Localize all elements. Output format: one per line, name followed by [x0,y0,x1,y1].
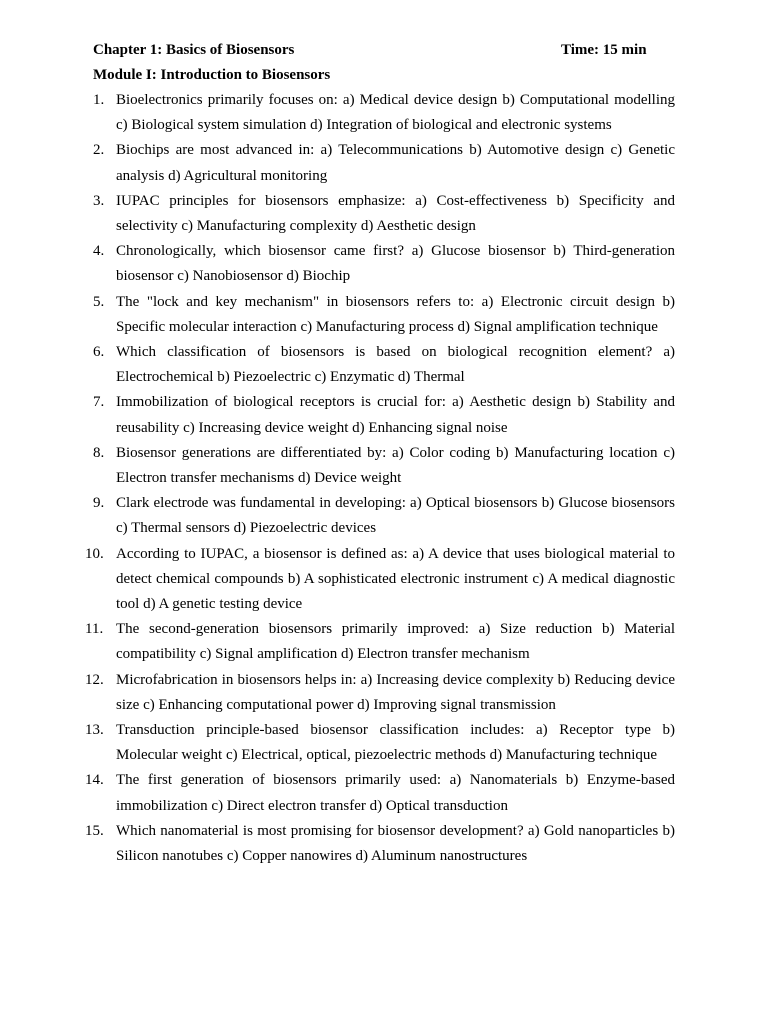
question-item [85,668,675,718]
question-text: IUPAC principles for biosensors emphasize: a) Cost-effectiveness b) Specificity and selectivity c) Manufacturing complexity d) Aesthetic design [116,192,675,235]
question-number: 7. [93,394,105,411]
question-item [93,290,675,340]
question-number: 1. [93,92,105,108]
question-item [85,768,675,818]
question-number: 5. [93,293,105,310]
question-number: 8. [93,444,105,461]
question-text: Biosensor generations are differentiated by: a) Color coding b) Manufacturing location c) Electron transfer mechanisms d) Device weight [116,444,675,487]
question-item [93,390,675,440]
time-label: Time: 15 min [561,42,647,58]
question-number: 3. [93,192,105,209]
question-text: Microfabrication in biosensors helps in: a) Increasing device complexity b) Reducing device size c) Enhancing computational power d) Improving signal transmission [116,671,675,713]
question-item [85,718,675,768]
question-item [85,617,675,667]
question-number: 9. [93,495,105,512]
question-item [93,441,675,491]
question-text: The second-generation biosensors primarily improved: a) Size reduction b) Material compatibility c) Signal amplification d) Electron transfer mechanism [116,621,675,663]
question-number: 13. [85,722,104,739]
question-text: The "lock and key mechanism" in biosensors refers to: a) Electronic circuit design b) Specific molecular interaction c) Manufacturing process d) Signal amplification technique [116,293,675,335]
question-text: Biochips are most advanced in: a) Telecommunications b) Automotive design c) Genetic analysis d) Agricultural monitoring [116,142,675,184]
question-text: Chronologically, which biosensor came first? a) Glucose biosensor b) Third-generation biosensor c) Nanobiosensor d) Biochip [116,243,675,285]
header-row [93,38,675,63]
module-title: Module I: Introduction to Biosensors [93,67,331,83]
question-number: 15. [85,822,104,839]
chapter-title: Chapter 1: Basics of Biosensors [93,42,295,58]
question-number: 10. [85,545,104,562]
question-text: According to IUPAC, a biosensor is defined as: a) A device that uses biological material to detect chemical compounds b) A sophisticated electronic instrument c) A medical diagnostic tool d) A genetic testing device [116,545,675,613]
question-item [93,491,675,541]
question-text: The first generation of biosensors primarily used: a) Nanomaterials b) Enzyme-based immobilization c) Direct electron transfer d) Optical transduction [116,772,675,814]
question-text: Clark electrode was fundamental in developing: a) Optical biosensors b) Glucose biosensors c) Thermal sensors d) Piezoelectric devices [116,495,675,537]
question-list [85,88,675,869]
question-item [85,542,675,618]
question-item [93,138,675,188]
question-item [93,189,675,239]
question-number: 2. [93,142,105,159]
question-text: Which classification of biosensors is based on biological recognition element? a) Electrochemical b) Piezoelectric c) Enzymatic d) Thermal [116,344,675,386]
question-text: Bioelectronics primarily focuses on: a) Medical device design b) Computational modelling c) Biological system simulation d) Integration of biological and electronic systems [116,92,675,134]
question-item [93,88,675,138]
question-number: 12. [85,671,104,688]
question-number: 6. [93,344,105,361]
question-number: 4. [93,243,105,260]
question-item [93,239,675,289]
question-text: Immobilization of biological receptors is crucial for: a) Aesthetic design b) Stability and reusability c) Increasing device weight d) Enhancing signal noise [116,394,675,436]
question-number: 14. [85,772,104,789]
document-page [85,38,675,869]
question-text: Which nanomaterial is most promising for biosensor development? a) Gold nanoparticles b) Silicon nanotubes c) Copper nanowires d) Aluminum nanostructures [116,822,675,865]
question-text: Transduction principle-based biosensor classification includes: a) Receptor type b) Molecular weight c) Electrical, optical, piezoelectric methods d) Manufacturing technique [116,722,675,764]
question-item [85,819,675,869]
question-item [93,340,675,390]
question-number: 11. [85,621,104,638]
